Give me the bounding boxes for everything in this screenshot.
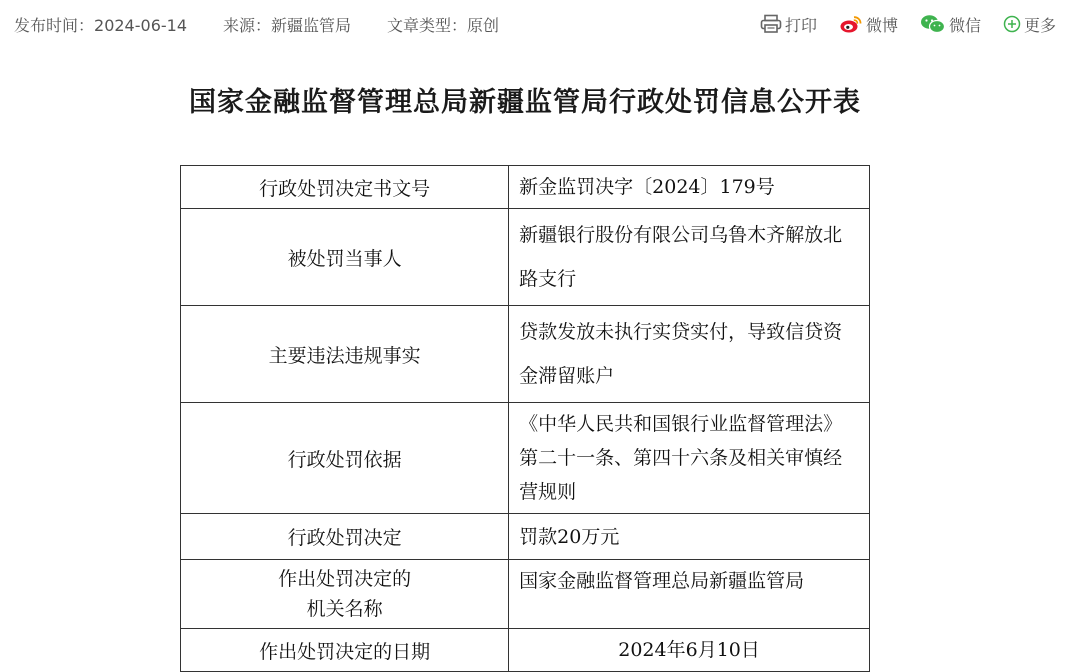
table-row: [181, 306, 870, 403]
table-row: [181, 209, 870, 306]
row-value: 《中华人民共和国银行业监督管理法》第二十一条、第四十六条及相关审慎经营规则: [509, 403, 870, 514]
row-label: 行政处罚依据: [181, 403, 509, 514]
wechat-share-button[interactable]: [920, 13, 981, 36]
wechat-icon: [920, 14, 946, 34]
share-toolbar: [738, 0, 1056, 48]
printer-icon: [760, 14, 782, 34]
publish-time-value: 2024-06-14: [94, 15, 187, 35]
row-value: 罚款20万元: [509, 514, 870, 560]
weibo-label: 微博: [865, 15, 898, 35]
row-label: 行政处罚决定书文号: [181, 166, 509, 209]
table-row: [181, 514, 870, 560]
article-meta: [0, 13, 535, 36]
table-row: [181, 560, 870, 629]
row-label: [181, 560, 509, 629]
row-value: 新金监罚决字〔2024〕179号: [509, 166, 870, 209]
table-row: [181, 403, 870, 514]
row-label: 行政处罚决定: [181, 514, 509, 560]
source-label: 来源：: [223, 15, 272, 35]
source: [223, 13, 351, 36]
row-label: 主要违法违规事实: [181, 306, 509, 403]
row-value: 2024年6月10日: [509, 629, 870, 672]
source-value: 新疆监管局: [271, 15, 352, 35]
more-share-button[interactable]: [1003, 13, 1056, 36]
row-label: 作出处罚决定的日期: [181, 629, 509, 672]
article-type: [387, 13, 499, 36]
publish-time-label: 发布时间：: [14, 15, 95, 35]
penalty-info-table: [180, 165, 870, 672]
more-label: 更多: [1023, 15, 1056, 35]
publish-time: [14, 13, 187, 36]
article-type-label: 文章类型：: [387, 15, 468, 35]
row-value: 国家金融监督管理总局新疆监管局: [509, 560, 870, 629]
table-row: [181, 166, 870, 209]
print-label: 打印: [784, 15, 817, 35]
page-title: 国家金融监督管理总局新疆监管局行政处罚信息公开表: [189, 87, 861, 118]
wechat-label: 微信: [948, 15, 981, 35]
table-row: [181, 629, 870, 672]
row-label: 被处罚当事人: [181, 209, 509, 306]
plus-circle-icon: [1003, 15, 1021, 33]
article-type-value: 原创: [467, 15, 500, 35]
row-value: 新疆银行股份有限公司乌鲁木齐解放北路支行: [509, 209, 870, 306]
row-value: 贷款发放未执行实贷实付，导致信贷资金滞留账户: [509, 306, 870, 403]
weibo-icon: [839, 14, 863, 34]
row-label-line: 机关名称: [306, 598, 383, 620]
print-button[interactable]: [760, 13, 817, 36]
row-label-line: 作出处罚决定的: [278, 568, 412, 590]
article-meta-bar: [0, 0, 1080, 48]
weibo-share-button[interactable]: [839, 13, 898, 36]
